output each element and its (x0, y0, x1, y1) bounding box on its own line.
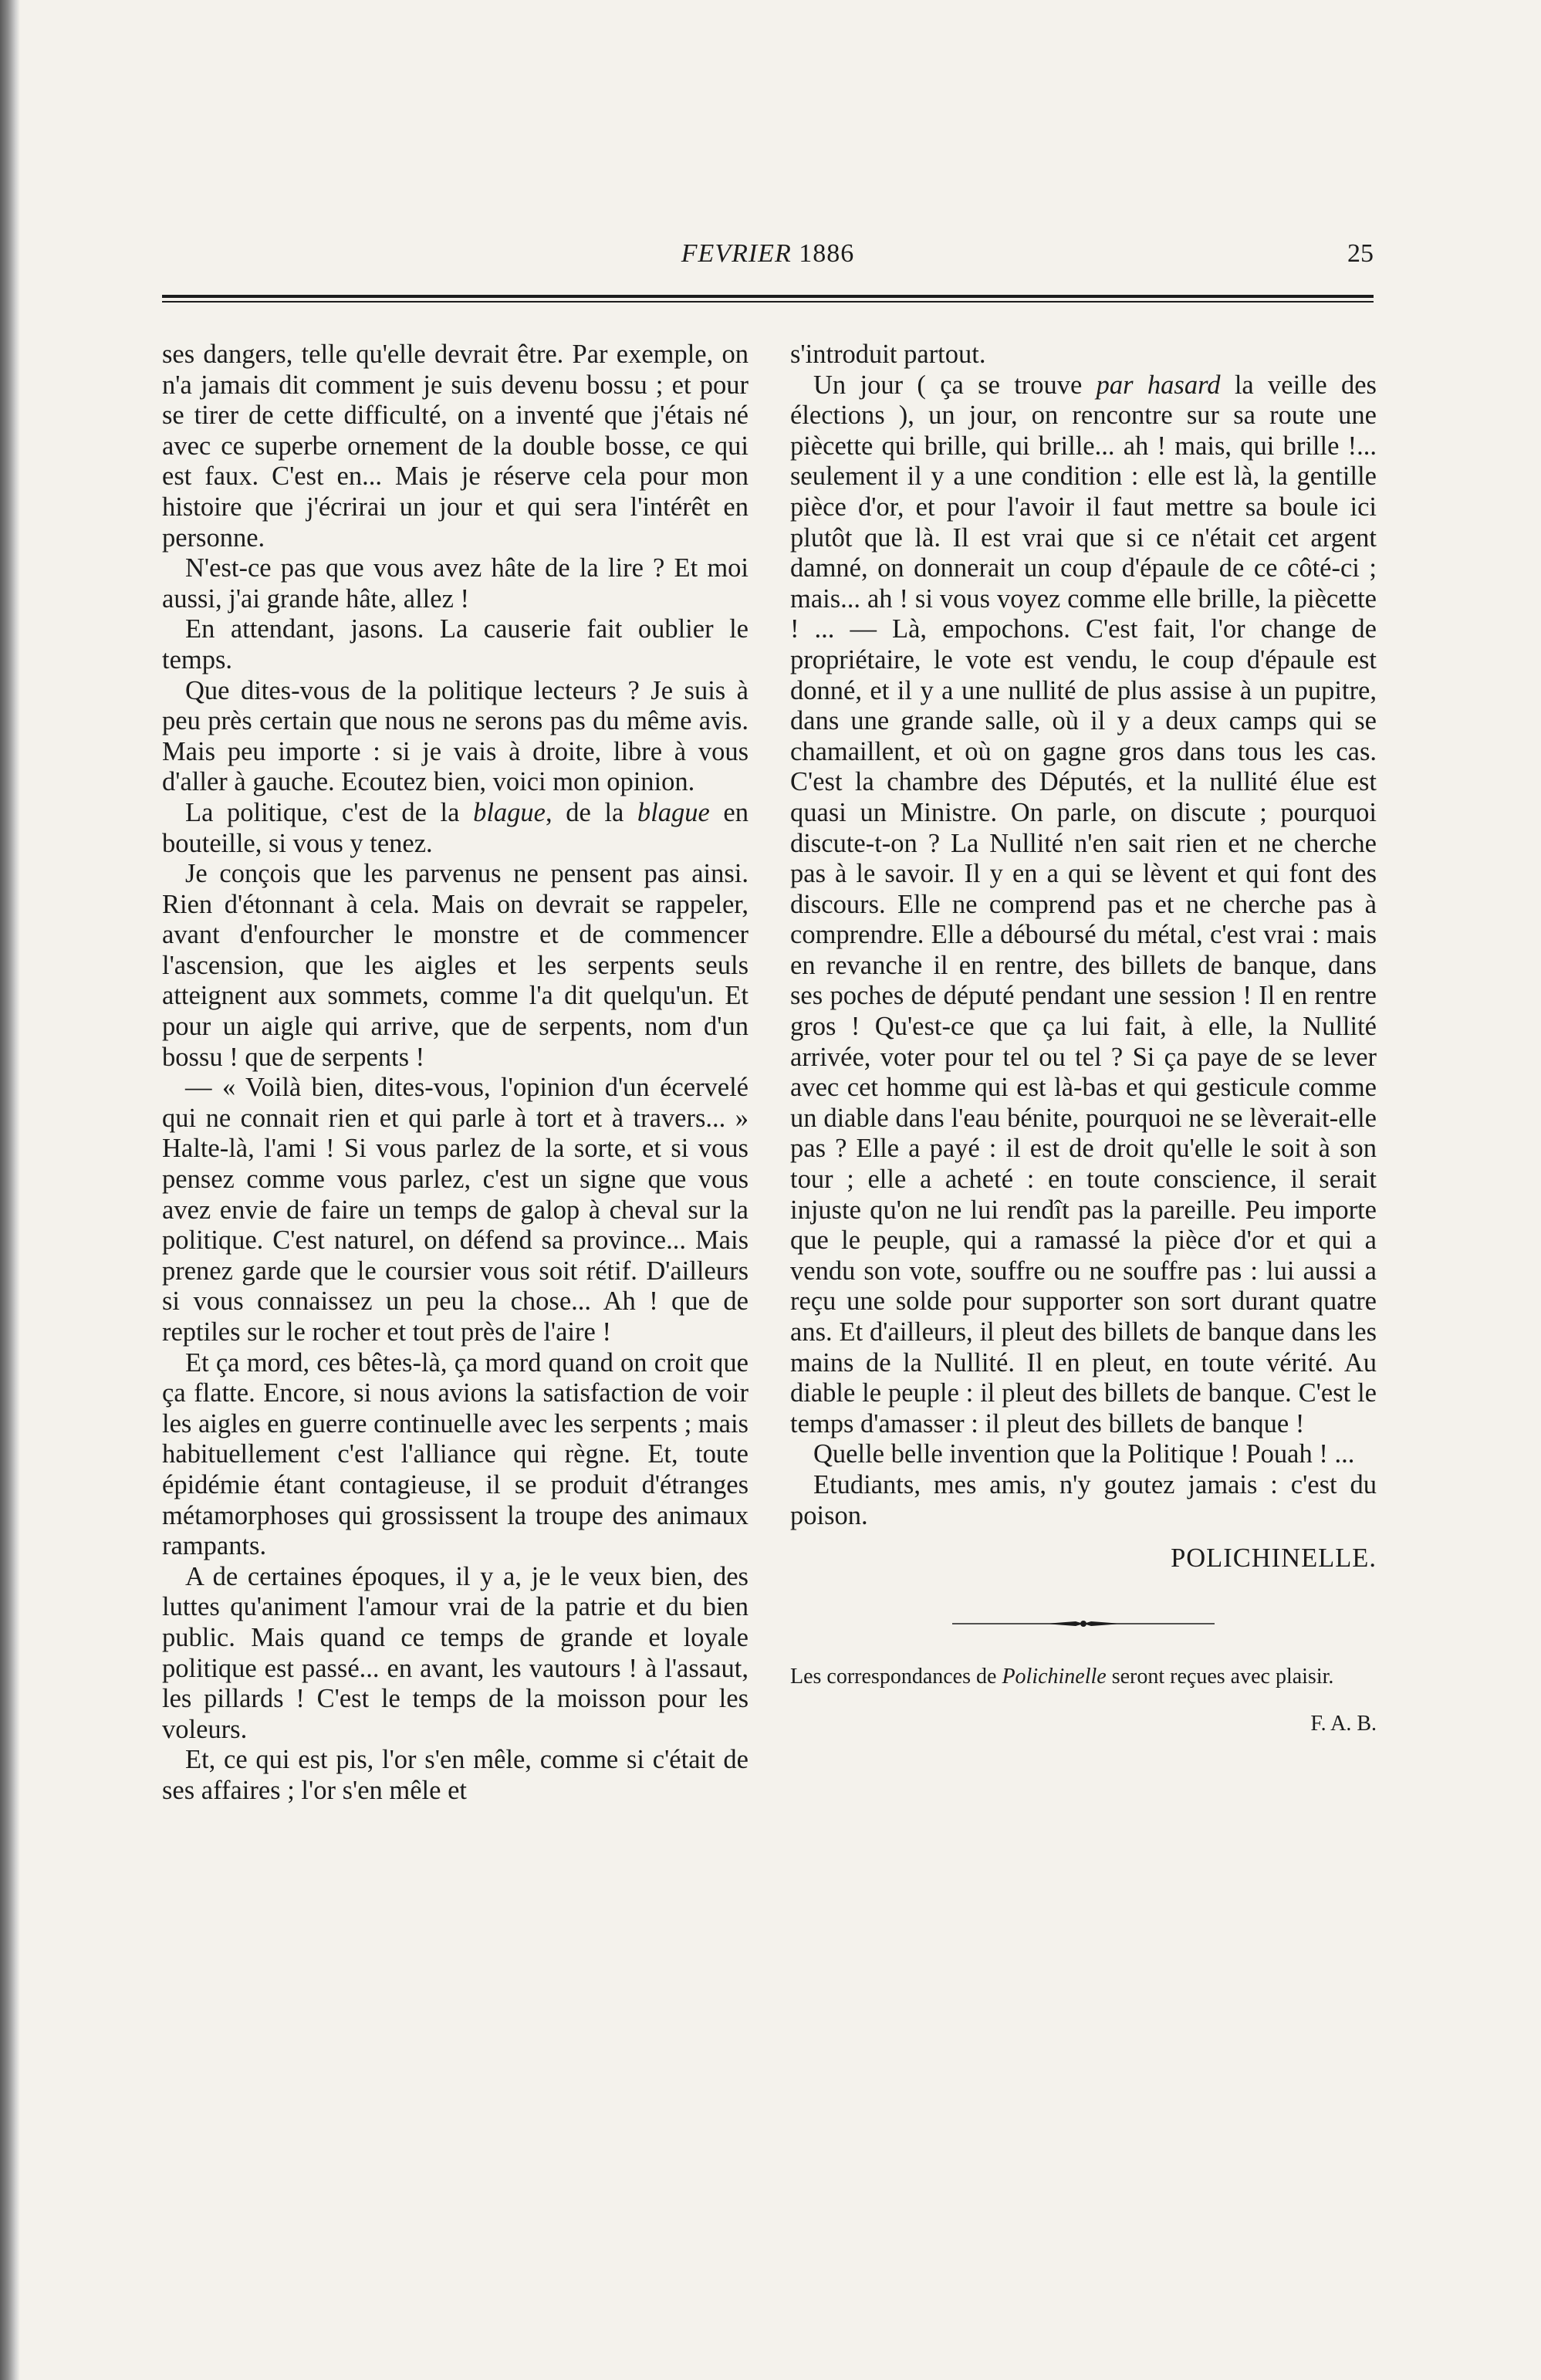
left-paragraph-8: Et ça mord, ces bêtes-là, ça mord quand on croit que ça flatte. Encore, si nous avions la satisfaction de voir les aigles en guerre continuelle avec les serpents ; mais habituellement c'est l'alliance qui règne. Et, toute épidémie étant contagieuse, il se produit d'étranges métamorphoses qui grossissent la troupe des animaux rampants. (162, 1347, 749, 1561)
ornament-divider (790, 1618, 1377, 1630)
right-paragraph-3: Quelle belle invention que la Politique ! Pouah ! ... (813, 1439, 1355, 1469)
left-paragraph-1: ses dangers, telle qu'elle devrait être. Par exemple, on n'a jamais dit comment je suis devenu bossu ; et pour se tirer de cette difficulté, on a inventé que j'étais né avec ce superbe ornement de la double bosse, ce qui est faux. C'est en... Mais je réserve cela pour mon histoire que j'écrirai un jour et qui sera l'intérêt en personne. (162, 340, 749, 553)
left-paragraph-9: A de certaines époques, il y a, je le veux bien, des luttes qu'animent l'amour vrai de la patrie et du bien public. Mais quand ce temps de grande et loyale politique est passé... en avant, les vautours ! à l'assaut, les pillards ! C'est le temps de la moisson pour les voleurs. (162, 1561, 749, 1744)
left-column (162, 340, 749, 1807)
page-number: 25 (1347, 239, 1374, 268)
left-paragraph-3: En attendant, jasons. La causerie fait oublier le temps. (162, 614, 749, 674)
running-title (162, 239, 1374, 269)
left-paragraph-5: La politique, c'est de la blague, de la blague en bouteille, si vous y tenez. (162, 797, 749, 858)
note-initials: F. A. B. (1310, 1711, 1377, 1736)
left-paragraph-4: Que dites-vous de la politique lecteurs ? Je suis à peu près certain que nous ne serons pas du même avis. Mais peu importe : si je vais à droite, libre à vous d'aller à gauche. Ecoutez bien, voici mon opinion. (162, 675, 749, 797)
left-paragraph-6: Je conçois que les parvenus ne pensent pas ainsi. Rien d'étonnant à cela. Mais on devrait se rappeler, avant d'enfourcher le monstre et de commencer l'ascension, que les aigles et les serpents seuls atteignent aux sommets, comme l'a dit quelqu'un. Et pour un aigle qui arrive, que de serpents, nom d'un bossu ! que de serpents ! (162, 859, 749, 1072)
page-header (162, 232, 1374, 306)
journal-page (162, 232, 1377, 2207)
signature: POLICHINELLE. (1171, 1543, 1377, 1574)
left-paragraph-7: — « Voilà bien, dites-vous, l'opinion d'un écervelé qui ne connait rien et qui parle à tort et à travers... » Halte-là, l'ami ! Si vous parlez de la sorte, et si vous pensez comme vous parlez, c'est un signe que vous avez envie de faire un temps de galop à cheval sur la politique. C'est naturel, on défend sa province... Mais prenez garde que le coursier vous soit rétif. D'ailleurs si vous connaissez un peu la chose... Ah ! que de reptiles sur le rocher et tout près de l'aire ! (162, 1073, 749, 1347)
right-paragraph-2: Un jour ( ça se trouve par hasard la veille des élections ), un jour, on rencontre sur sa route une piècette qui brille, qui brille... ah ! mais, qui brille !... seulement il y a une condition : elle est là, la gentille pièce d'or, et pour l'avoir il faut mettre sa boule ici plutôt que là. Il est vrai que si ce n'était cet argent damné, on donnerait un coup d'épaule de ce côté-ci ; mais... ah ! si vous voyez comme elle brille, la piècette ! ... — Là, empochons. C'est fait, l'or change de propriétaire, le vote est vendu, le coup d'épaule est donné, et il y a une nullité de plus assise à un pupitre, dans une grande salle, où il y a deux camps qui se chamaillent, et où on gagne gros dans tous les cas. C'est la chambre des Députés, et la nullité élue est quasi un Ministre. On parle, on discute ; pourquoi discute-t-on ? La Nullité n'en sait rien et ne cherche pas à le savoir. Il y en a qui se lèvent et qui font des discours. Elle ne comprend pas et ne cherche pas à comprendre. Elle a déboursé du métal, c'est vrai : mais en revanche il en rentre, des billets de banque, dans ses poches de député pendant une session ! Il en rentre gros ! Qu'est-ce que ça lui fait, à elle, la Nullité arrivée, voter pour tel ou tel ? Si ça paye de se lever avec cet homme qui est là-bas et qui gesticule comme un diable dans l'eau bénite, pourquoi ne se lèverait-elle pas ? Elle a payé : il est de droit qu'elle le soit à son tour ; elle a acheté : en toute conscience, il serait injuste qu'on ne lui rendît pas la pareille. Peu importe que le peuple, qui a ramassé la pièce d'or et qui a vendu son vote, souffre ou ne souffre pas : lui aussi a reçu une solde pour supporter son sort durant quatre ans. Et d'ailleurs, il pleut des billets de banque dans les mains de la Nullité. Il en pleut, en toute vérité. Au diable le peuple : il pleut des billets de banque. C'est le temps d'amasser : il pleut des billets de banque ! (790, 370, 1377, 1438)
note-text-italic: Polichinelle (1002, 1664, 1107, 1689)
left-paragraph-10: Et, ce qui est pis, l'or s'en mêle, comme si c'était de ses affaires ; l'or s'en mêle et (162, 1745, 749, 1805)
header-month: FEVRIER (681, 239, 792, 268)
header-rule-thin (162, 301, 1374, 303)
book-spine-shadow (0, 0, 20, 2380)
right-column (790, 340, 1377, 1739)
header-rule-thick (162, 295, 1374, 298)
header-year: 1886 (799, 239, 855, 268)
left-paragraph-2: N'est-ce pas que vous avez hâte de la lire ? Et moi aussi, j'ai grande hâte, allez ! (162, 553, 749, 614)
right-paragraph-4: Etudiants, mes amis, n'y goutez jamais : c'est du poison. (790, 1469, 1377, 1530)
ornament-rule-icon (952, 1618, 1215, 1630)
right-paragraph-1: s'introduit partout. (790, 340, 986, 369)
note-text-after: seront reçues avec plaisir. (1106, 1664, 1334, 1689)
correspondence-note (790, 1664, 1377, 1690)
note-text-before: Les correspondances de (790, 1664, 1002, 1689)
